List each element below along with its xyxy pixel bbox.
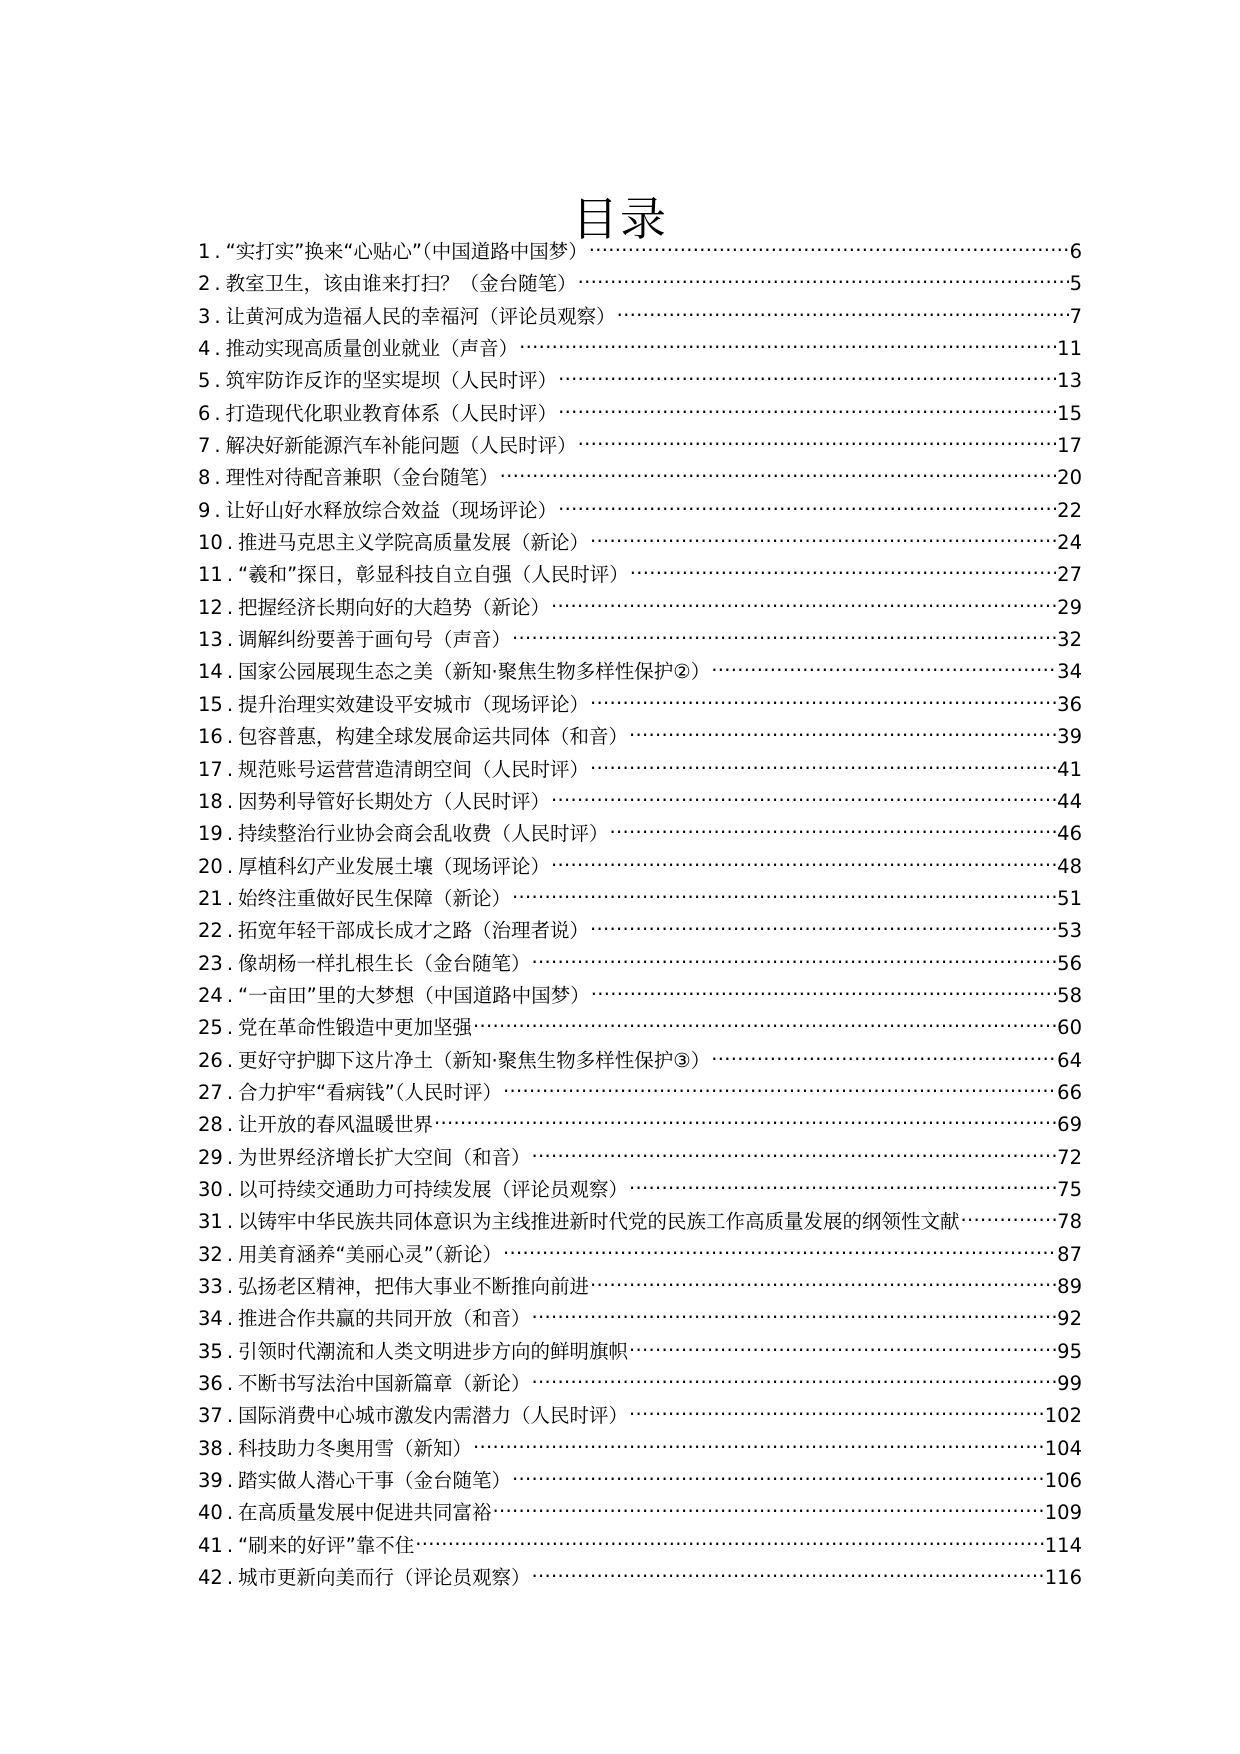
toc-entry-title: 党在革命性锻造中更加坚强 bbox=[238, 1016, 473, 1040]
toc-dot-leader bbox=[616, 291, 1069, 323]
toc-dot-leader bbox=[531, 1293, 1057, 1325]
toc-entry-number: 31 bbox=[198, 1210, 223, 1234]
toc-entry-number: 12 bbox=[198, 595, 223, 619]
toc-entry-number: 41 bbox=[198, 1533, 223, 1557]
toc-entry-separator: . bbox=[214, 369, 221, 393]
toc-dot-leader bbox=[557, 388, 1056, 420]
toc-entry-separator: . bbox=[226, 1469, 234, 1493]
toc-entry-page-number: 75 bbox=[1057, 1177, 1082, 1201]
toc-entry-number: 15 bbox=[198, 692, 223, 716]
toc-dot-leader bbox=[492, 1487, 1044, 1519]
toc-entry-separator: . bbox=[226, 1080, 234, 1104]
toc-entry-separator: . bbox=[214, 498, 221, 522]
toc-entry-title: 国家公园展现生态之美（新知·聚焦生物多样性保护②） bbox=[238, 660, 711, 684]
toc-entry-number: 40 bbox=[198, 1501, 223, 1525]
toc-entry-title: 以铸牢中华民族共同体意识为主线推进新时代党的民族工作高质量发展的纲领性文献 bbox=[238, 1210, 960, 1234]
toc-entry-title: 厚植科幻产业发展土壤（现场评论） bbox=[238, 854, 551, 878]
toc-entry-title: 因势利导管好长期处方（人民时评） bbox=[238, 789, 551, 813]
table-of-contents bbox=[198, 226, 1082, 1590]
toc-entry-page-number: 7 bbox=[1069, 304, 1082, 328]
toc-dot-leader bbox=[518, 323, 1056, 355]
toc-entry-separator: . bbox=[226, 1339, 234, 1363]
toc-entry-separator: . bbox=[214, 466, 221, 490]
toc-entry-number: 14 bbox=[198, 660, 223, 684]
toc-entry-title: 解决好新能源汽车补能问题（人民时评） bbox=[225, 434, 577, 458]
toc-entry-title: 用美育涵养“美丽心灵”（新论） bbox=[238, 1242, 502, 1266]
toc-entry-separator: . bbox=[226, 1210, 234, 1234]
toc-entry-title: 包容普惠，构建全球发展命运共同体（和音） bbox=[238, 725, 629, 749]
toc-entry-page-number: 66 bbox=[1057, 1080, 1082, 1104]
toc-entry-number: 39 bbox=[198, 1469, 223, 1493]
toc-entry-page-number: 44 bbox=[1057, 789, 1082, 813]
toc-dot-leader bbox=[577, 258, 1069, 290]
toc-entry-title: 弘扬老区精神，把伟大事业不断推向前进 bbox=[238, 1275, 590, 1298]
toc-entry-separator: . bbox=[214, 401, 221, 425]
toc-dot-leader bbox=[499, 452, 1057, 484]
toc-entry-title: 推动实现高质量创业就业（声音） bbox=[225, 337, 519, 361]
toc-entry-number: 33 bbox=[198, 1275, 223, 1298]
toc-entry-page-number: 72 bbox=[1057, 1145, 1082, 1169]
toc-entry-number: 13 bbox=[198, 628, 223, 652]
toc-entry-separator: . bbox=[214, 434, 221, 458]
toc-dot-leader bbox=[589, 517, 1056, 549]
toc-entry-number: 7 bbox=[198, 434, 211, 458]
toc-entry-separator: . bbox=[226, 660, 234, 684]
toc-dot-leader bbox=[628, 1390, 1044, 1422]
toc-dot-leader bbox=[511, 873, 1056, 905]
toc-dot-leader bbox=[589, 679, 1056, 711]
toc-entry-number: 20 bbox=[198, 854, 223, 878]
toc-entry-separator: . bbox=[226, 1307, 234, 1331]
toc-dot-leader bbox=[433, 1099, 1056, 1131]
toc-dot-leader bbox=[502, 1229, 1056, 1261]
toc-entry-page-number: 69 bbox=[1057, 1113, 1082, 1137]
toc-entry-title: 科技助力冬奥用雪（新知） bbox=[238, 1436, 473, 1460]
toc-entry-title: 持续整治行业协会商会乱收费（人民时评） bbox=[238, 822, 609, 846]
toc-dot-leader bbox=[502, 1067, 1056, 1099]
toc-entry-title: 提升治理实效建设平安城市（现场评论） bbox=[238, 692, 590, 716]
toc-entry-number: 21 bbox=[198, 886, 223, 910]
toc-entry-number: 2 bbox=[198, 272, 211, 296]
toc-entry-number: 28 bbox=[198, 1113, 223, 1137]
toc-entry-page-number: 22 bbox=[1057, 498, 1082, 522]
toc-entry-page-number: 53 bbox=[1057, 919, 1082, 943]
toc-entry-number: 29 bbox=[198, 1145, 223, 1169]
toc-dot-leader bbox=[628, 1326, 1056, 1358]
toc-entry-title: 以可持续交通助力可持续发展（评论员观察） bbox=[238, 1177, 629, 1201]
toc-dot-leader bbox=[557, 355, 1056, 387]
toc-entry-page-number: 17 bbox=[1057, 434, 1082, 458]
toc-dot-leader bbox=[511, 1455, 1044, 1487]
toc-entry-separator: . bbox=[226, 595, 234, 619]
toc-dot-leader bbox=[588, 226, 1069, 258]
toc-entry-separator: . bbox=[226, 757, 234, 781]
toc-entry-page-number: 20 bbox=[1057, 466, 1082, 490]
toc-entry-separator: . bbox=[214, 240, 221, 263]
toc-entry-title: 筑牢防诈反诈的坚实堤坝（人民时评） bbox=[225, 369, 558, 393]
toc-entry-number: 16 bbox=[198, 725, 223, 749]
toc-entry-separator: . bbox=[226, 951, 234, 975]
toc-entry-number: 8 bbox=[198, 466, 211, 490]
toc-entry-separator: . bbox=[226, 1242, 234, 1266]
toc-dot-leader bbox=[550, 582, 1056, 614]
toc-entry-number: 10 bbox=[198, 531, 223, 555]
toc-entry-page-number: 41 bbox=[1057, 757, 1082, 781]
toc-entry-title: 推进合作共赢的共同开放（和音） bbox=[238, 1307, 531, 1331]
toc-dot-leader bbox=[628, 711, 1056, 743]
toc-entry-separator: . bbox=[226, 1404, 234, 1428]
toc-entry-title: 引领时代潮流和人类文明进步方向的鲜明旗帜 bbox=[238, 1339, 629, 1363]
toc-entry-title: 教室卫生，该由谁来打扫？（金台随笔） bbox=[225, 272, 577, 296]
toc-entry-title: “羲和”探日，彰显科技自立自强（人民时评） bbox=[238, 563, 629, 587]
toc-entry-number: 35 bbox=[198, 1339, 223, 1363]
toc-entry-page-number: 5 bbox=[1069, 272, 1082, 296]
toc-entry-separator: . bbox=[214, 272, 221, 296]
toc-entry-number: 5 bbox=[198, 369, 211, 393]
toc-entry[interactable] bbox=[198, 226, 1082, 263]
toc-entry-page-number: 87 bbox=[1057, 1242, 1082, 1266]
toc-entry-separator: . bbox=[226, 822, 234, 846]
toc-entry-page-number: 60 bbox=[1057, 1016, 1082, 1040]
toc-entry-title: 国际消费中心城市激发内需潜力（人民时评） bbox=[238, 1404, 629, 1428]
toc-dot-leader bbox=[550, 776, 1056, 808]
toc-entry-page-number: 64 bbox=[1057, 1048, 1082, 1072]
toc-entry-separator: . bbox=[226, 1533, 234, 1557]
toc-dot-leader bbox=[960, 1196, 1057, 1228]
toc-entry-separator: . bbox=[226, 725, 234, 749]
toc-entry-number: 27 bbox=[198, 1080, 223, 1104]
toc-entry-separator: . bbox=[226, 692, 234, 716]
toc-entry-page-number: 13 bbox=[1057, 369, 1082, 393]
toc-entry-separator: . bbox=[226, 983, 234, 1007]
toc-entry-title: 规范账号运营营造清朗空间（人民时评） bbox=[238, 757, 590, 781]
toc-entry-number: 24 bbox=[198, 983, 223, 1007]
toc-dot-leader bbox=[628, 1164, 1056, 1196]
toc-dot-leader bbox=[550, 841, 1056, 873]
toc-entry-number: 32 bbox=[198, 1242, 223, 1266]
toc-dot-leader bbox=[472, 1002, 1056, 1034]
toc-entry-number: 26 bbox=[198, 1048, 223, 1072]
toc-entry-separator: . bbox=[226, 854, 234, 878]
toc-entry-title: 更好守护脚下这片净土（新知·聚焦生物多样性保护③） bbox=[238, 1048, 711, 1072]
toc-entry-number: 42 bbox=[198, 1566, 223, 1590]
toc-dot-leader bbox=[531, 1358, 1057, 1390]
toc-entry-page-number: 34 bbox=[1057, 660, 1082, 684]
toc-entry-page-number: 29 bbox=[1057, 595, 1082, 619]
toc-entry-title: 不断书写法治中国新篇章（新论） bbox=[238, 1372, 531, 1396]
toc-entry-separator: . bbox=[226, 1566, 234, 1590]
toc-entry-page-number: 39 bbox=[1057, 725, 1082, 749]
toc-entry-title: “刷来的好评”靠不住 bbox=[238, 1533, 415, 1557]
toc-dot-leader bbox=[609, 808, 1057, 840]
toc-entry-separator: . bbox=[226, 1048, 234, 1072]
toc-entry-title: 像胡杨一样扎根生长（金台随笔） bbox=[238, 951, 531, 975]
toc-dot-leader bbox=[531, 1552, 1044, 1584]
toc-dot-leader bbox=[710, 1035, 1056, 1067]
toc-entry-number: 9 bbox=[198, 498, 211, 522]
toc-dot-leader bbox=[577, 420, 1057, 452]
toc-entry-page-number: 89 bbox=[1057, 1275, 1082, 1298]
toc-entry-separator: . bbox=[226, 789, 234, 813]
toc-entry-page-number: 78 bbox=[1057, 1210, 1082, 1234]
toc-entry-separator: . bbox=[226, 886, 234, 910]
toc-dot-leader bbox=[589, 744, 1056, 776]
toc-entry-page-number: 109 bbox=[1044, 1501, 1082, 1525]
toc-entry-page-number: 48 bbox=[1057, 854, 1082, 878]
toc-dot-leader bbox=[557, 485, 1056, 517]
toc-entry-title: 调解纠纷要善于画句号（声音） bbox=[238, 628, 512, 652]
toc-entry-separator: . bbox=[226, 1016, 234, 1040]
toc-entry-page-number: 11 bbox=[1057, 337, 1082, 361]
toc-dot-leader bbox=[590, 970, 1056, 1002]
toc-entry-number: 4 bbox=[198, 337, 211, 361]
toc-entry-number: 1 bbox=[198, 240, 211, 263]
toc-entry-page-number: 51 bbox=[1057, 886, 1082, 910]
toc-entry-title: 在高质量发展中促进共同富裕 bbox=[238, 1501, 492, 1525]
toc-entry-number: 11 bbox=[198, 563, 223, 587]
toc-dot-leader bbox=[710, 646, 1056, 678]
toc-entry-page-number: 24 bbox=[1057, 531, 1082, 555]
toc-entry-number: 37 bbox=[198, 1404, 223, 1428]
toc-entry-page-number: 6 bbox=[1069, 240, 1082, 263]
toc-entry-page-number: 92 bbox=[1057, 1307, 1082, 1331]
toc-entry-separator: . bbox=[226, 1436, 234, 1460]
toc-entry-separator: . bbox=[226, 1275, 234, 1298]
toc-entry-page-number: 114 bbox=[1044, 1533, 1082, 1557]
toc-entry-separator: . bbox=[226, 1501, 234, 1525]
toc-entry-number: 38 bbox=[198, 1436, 223, 1460]
page-title: 目录 bbox=[572, 191, 668, 246]
toc-dot-leader bbox=[589, 1261, 1056, 1293]
toc-entry-page-number: 104 bbox=[1044, 1436, 1082, 1460]
toc-entry-separator: . bbox=[226, 628, 234, 652]
toc-entry-separator: . bbox=[226, 563, 234, 587]
toc-entry-page-number: 116 bbox=[1044, 1566, 1082, 1590]
toc-entry-separator: . bbox=[226, 1372, 234, 1396]
toc-dot-leader bbox=[511, 614, 1056, 646]
toc-entry-number: 36 bbox=[198, 1372, 223, 1396]
toc-entry-title: 拓宽年轻干部成长成才之路（治理者说） bbox=[238, 919, 590, 943]
toc-entry-title: 打造现代化职业教育体系（人民时评） bbox=[225, 401, 558, 425]
toc-entry-page-number: 27 bbox=[1057, 563, 1082, 587]
toc-entry-title: 让好山好水释放综合效益（现场评论） bbox=[225, 498, 558, 522]
toc-entry-number: 17 bbox=[198, 757, 223, 781]
toc-entry-separator: . bbox=[226, 1145, 234, 1169]
toc-entry-page-number: 15 bbox=[1057, 401, 1082, 425]
toc-entry-separator: . bbox=[214, 304, 221, 328]
toc-entry-title: 推进马克思主义学院高质量发展（新论） bbox=[238, 531, 590, 555]
toc-entry-title: 始终注重做好民生保障（新论） bbox=[238, 886, 512, 910]
toc-entry-title: 把握经济长期向好的大趋势（新论） bbox=[238, 595, 551, 619]
toc-entry-number: 25 bbox=[198, 1016, 223, 1040]
toc-entry-page-number: 32 bbox=[1057, 628, 1082, 652]
toc-entry-page-number: 95 bbox=[1057, 1339, 1082, 1363]
toc-entry-number: 22 bbox=[198, 919, 223, 943]
toc-entry-title: 城市更新向美而行（评论员观察） bbox=[238, 1566, 531, 1590]
toc-entry-page-number: 46 bbox=[1057, 822, 1082, 846]
toc-dot-leader bbox=[589, 905, 1056, 937]
toc-entry-number: 30 bbox=[198, 1177, 223, 1201]
toc-entry-number: 19 bbox=[198, 822, 223, 846]
toc-entry-number: 18 bbox=[198, 789, 223, 813]
toc-dot-leader bbox=[629, 549, 1056, 581]
toc-entry-number: 3 bbox=[198, 304, 211, 328]
toc-entry-separator: . bbox=[226, 1177, 234, 1201]
toc-entry-title: 让开放的春风温暖世界 bbox=[238, 1113, 434, 1137]
toc-dot-leader bbox=[531, 938, 1057, 970]
toc-entry-page-number: 106 bbox=[1044, 1469, 1082, 1493]
toc-entry-title: 理性对待配音兼职（金台随笔） bbox=[225, 466, 499, 490]
toc-entry-title: 让黄河成为造福人民的幸福河（评论员观察） bbox=[225, 304, 616, 328]
toc-entry-page-number: 99 bbox=[1057, 1372, 1082, 1396]
toc-entry-page-number: 36 bbox=[1057, 692, 1082, 716]
toc-dot-leader bbox=[414, 1520, 1044, 1552]
toc-entry-title: 为世界经济增长扩大空间（和音） bbox=[238, 1145, 531, 1169]
toc-entry-number: 6 bbox=[198, 401, 211, 425]
toc-entry-title: “一亩田”里的大梦想（中国道路中国梦） bbox=[238, 983, 590, 1007]
toc-dot-leader bbox=[472, 1423, 1044, 1455]
toc-entry-separator: . bbox=[226, 531, 234, 555]
toc-dot-leader bbox=[531, 1132, 1057, 1164]
toc-entry-title: “实打实”换来“心贴心”（中国道路中国梦） bbox=[225, 240, 588, 263]
toc-entry-number: 34 bbox=[198, 1307, 223, 1331]
toc-entry-separator: . bbox=[214, 337, 221, 361]
toc-entry-separator: . bbox=[226, 919, 234, 943]
toc-entry-page-number: 102 bbox=[1044, 1404, 1082, 1428]
toc-entry-page-number: 58 bbox=[1057, 983, 1082, 1007]
toc-entry-page-number: 56 bbox=[1057, 951, 1082, 975]
toc-entry-number: 23 bbox=[198, 951, 223, 975]
toc-entry-title: 合力护牢“看病钱”（人民时评） bbox=[238, 1080, 502, 1104]
toc-entry-title: 踏实做人潜心干事（金台随笔） bbox=[238, 1469, 512, 1493]
toc-entry-separator: . bbox=[226, 1113, 234, 1137]
